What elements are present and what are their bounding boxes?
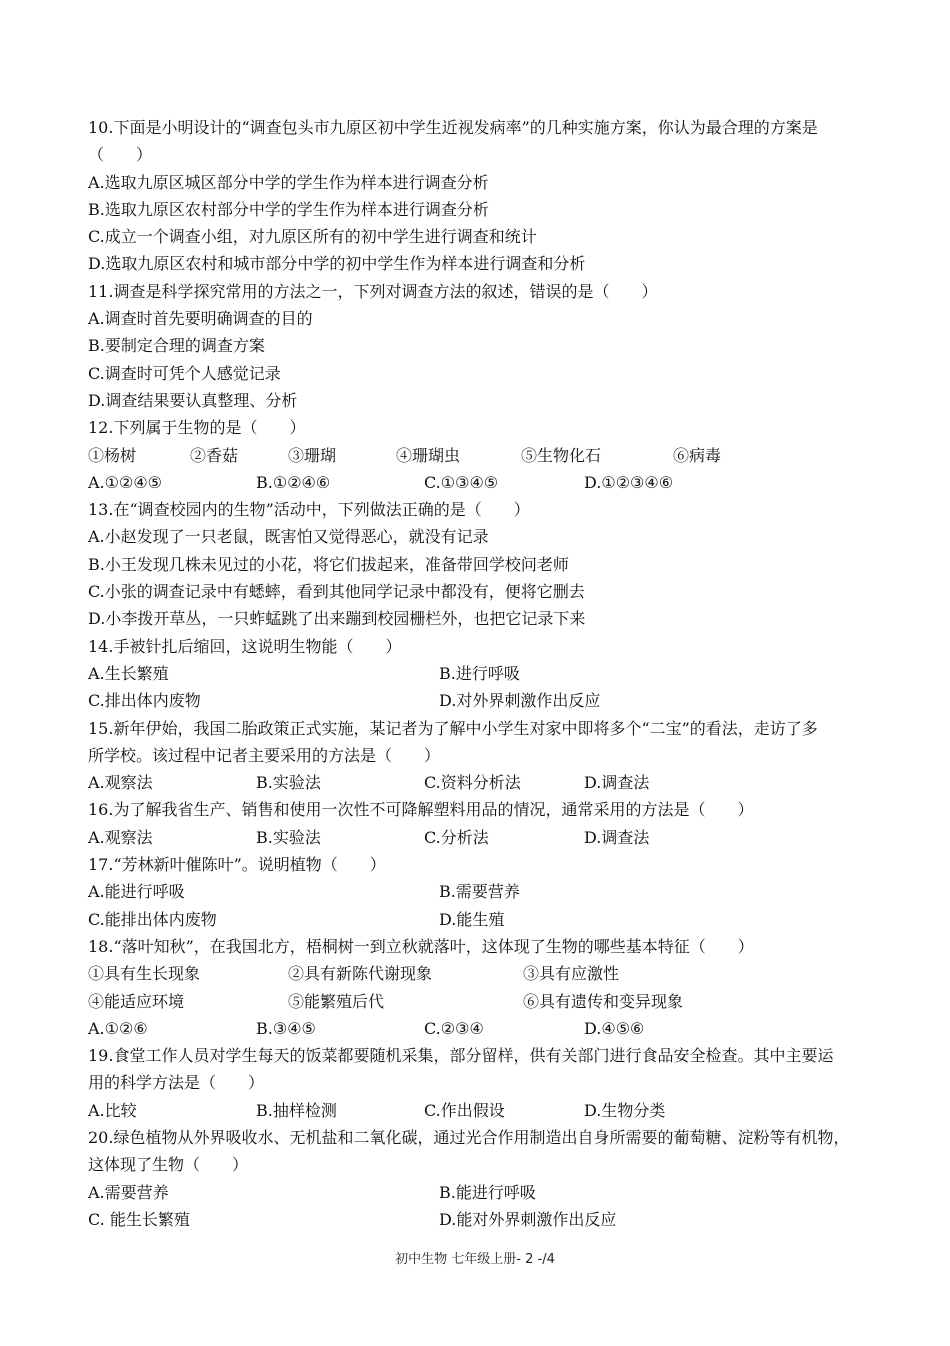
question-12-item: ②香菇 (190, 445, 239, 465)
question-14-option-d: D.对外界刺激作出反应 (439, 691, 601, 711)
question-13-option-b: B.小王发现几株未见过的小花，将它们拔起来，准备带回学校问老师 (88, 554, 569, 574)
question-11-option-a: A.调查时首先要明确调查的目的 (88, 309, 313, 329)
question-12-item: ①杨树 (88, 445, 137, 465)
question-19-option-c: C.作出假设 (424, 1100, 505, 1120)
question-list (88, 114, 868, 1233)
question-18-item: ⑥具有遗传和变异现象 (523, 991, 684, 1011)
question-17-option-c: C.能排出体内废物 (88, 909, 217, 929)
question-13-option-a: A.小赵发现了一只老鼠，既害怕又觉得恶心，就没有记录 (88, 527, 489, 547)
question-20-options-row1 (88, 1179, 868, 1206)
question-16-stem: 16.为了解我省生产、销售和使用一次性不可降解塑料用品的情况，通常采用的方法是（ ） (88, 800, 754, 820)
question-19-option-a: A.比较 (88, 1100, 137, 1120)
question-18-item: ③具有应激性 (523, 964, 620, 984)
question-11-option-d: D.调查结果要认真整理、分析 (88, 390, 298, 410)
question-10-option-c: C.成立一个调查小组，对九原区所有的初中学生进行调查和统计 (88, 227, 537, 247)
page-footer: 初中生物 七年级上册- 2 -/4 (395, 1252, 555, 1267)
question-12-stem: 12.下列属于生物的是（ ） (88, 418, 306, 438)
question-14-options-row1 (88, 660, 868, 687)
question-12-option-c: C.①③④⑤ (424, 472, 499, 492)
question-10-stem-cont: （ ） (88, 145, 153, 165)
question-13-option-d: D.小李拨开草丛，一只蚱蜢跳了出来蹦到校园栅栏外，也把它记录下来 (88, 609, 586, 629)
question-18-option-a: A.①②⑥ (88, 1018, 148, 1038)
question-18-item: ①具有生长现象 (88, 964, 201, 984)
question-12-option-b: B.①②④⑥ (256, 472, 331, 492)
question-12-option-d: D.①②③④⑥ (584, 472, 674, 492)
question-14-option-a: A.生长繁殖 (88, 663, 169, 683)
question-12-item: ⑤生物化石 (521, 445, 602, 465)
question-10-option-a: A.选取九原区城区部分中学的学生作为样本进行调查分析 (88, 172, 489, 192)
question-10-option-d: D.选取九原区农村和城市部分中学的初中学生作为样本进行调查和分析 (88, 254, 586, 274)
question-16-options (88, 824, 868, 851)
question-18-items-row1 (88, 960, 868, 987)
question-11-option-c: C.调查时可凭个人感觉记录 (88, 363, 281, 383)
question-17-options-row1 (88, 878, 868, 905)
question-19-options (88, 1097, 868, 1124)
question-16-option-a: A.观察法 (88, 827, 153, 847)
question-18-options (88, 1015, 868, 1042)
question-18-item: ④能适应环境 (88, 991, 185, 1011)
question-18-items-row2 (88, 988, 868, 1015)
question-13-option-c: C.小张的调查记录中有蟋蟀，看到其他同学记录中都没有，便将它删去 (88, 582, 585, 602)
question-12-item: ④珊瑚虫 (396, 445, 461, 465)
question-11-stem: 11.调查是科学探究常用的方法之一，下列对调查方法的叙述，错误的是（ ） (88, 281, 658, 301)
question-15-option-a: A.观察法 (88, 773, 153, 793)
question-18-stem: 18.“落叶知秋”，在我国北方，梧桐树一到立秋就落叶，这体现了生物的哪些基本特征（ ） (88, 936, 754, 956)
question-16-option-b: B.实验法 (256, 827, 321, 847)
question-17-option-d: D.能生殖 (439, 909, 505, 929)
question-17-stem: 17.“芳林新叶催陈叶”。说明植物（ ） (88, 855, 386, 875)
question-20-option-b: B.能进行呼吸 (439, 1182, 536, 1202)
question-15-stem-cont: 所学校。该过程中记者主要采用的方法是（ ） (88, 745, 441, 765)
question-16-option-c: C.分析法 (424, 827, 489, 847)
question-18-option-c: C.②③④ (424, 1018, 484, 1038)
question-14-options-row2 (88, 687, 868, 714)
question-20-option-d: D.能对外界刺激作出反应 (439, 1209, 617, 1229)
question-14-stem: 14.手被针扎后缩回，这说明生物能（ ） (88, 636, 402, 656)
question-15-stem: 15.新年伊始，我国二胎政策正式实施，某记者为了解中小学生对家中即将多个“二宝”的看法，走访了多 (88, 718, 818, 738)
question-13-stem: 13.在“调查校园内的生物”活动中，下列做法正确的是（ ） (88, 500, 530, 520)
question-12-item: ⑥病毒 (673, 445, 722, 465)
question-20-stem-cont: 这体现了生物（ ） (88, 1155, 249, 1175)
question-19-option-b: B.抽样检测 (256, 1100, 337, 1120)
question-19-stem: 19.食堂工作人员对学生每天的饭菜都要随机采集，部分留样，供有关部门进行食品安全检查。其中主要运 (88, 1046, 834, 1066)
question-14-option-c: C.排出体内废物 (88, 691, 201, 711)
question-15-option-c: C.资料分析法 (424, 773, 521, 793)
question-18-option-d: D.④⑤⑥ (584, 1018, 645, 1038)
question-18-item: ②具有新陈代谢现象 (288, 964, 433, 984)
question-17-options-row2 (88, 906, 868, 933)
question-12-option-a: A.①②④⑤ (88, 472, 163, 492)
question-19-option-d: D.生物分类 (584, 1100, 666, 1120)
question-12-item: ③珊瑚 (288, 445, 337, 465)
question-20-option-c: C. 能生长繁殖 (88, 1209, 190, 1229)
question-11-option-b: B.要制定合理的调查方案 (88, 336, 265, 356)
question-18-option-b: B.③④⑤ (256, 1018, 316, 1038)
question-10-option-b: B.选取九原区农村部分中学的学生作为样本进行调查分析 (88, 199, 489, 219)
question-17-option-a: A.能进行呼吸 (88, 882, 185, 902)
question-12-items (88, 442, 868, 469)
question-20-option-a: A.需要营养 (88, 1182, 169, 1202)
question-16-option-d: D.调查法 (584, 827, 650, 847)
question-20-options-row2 (88, 1206, 868, 1233)
question-18-item: ⑤能繁殖后代 (288, 991, 385, 1011)
question-10-stem: 10.下面是小明设计的“调查包头市九原区初中学生近视发病率”的几种实施方案，你认为最合理的方案是 (88, 118, 818, 137)
question-17-option-b: B.需要营养 (439, 882, 520, 902)
question-15-option-d: D.调查法 (584, 773, 650, 793)
question-15-options (88, 769, 868, 796)
question-12-options (88, 469, 868, 496)
question-15-option-b: B.实验法 (256, 773, 321, 793)
question-19-stem-cont: 用的科学方法是（ ） (88, 1073, 265, 1093)
question-20-stem: 20.绿色植物从外界吸收水、无机盐和二氧化碳，通过光合作用制造出自身所需要的葡萄糖、淀粉等有机物， (88, 1127, 850, 1147)
question-14-option-b: B.进行呼吸 (439, 663, 520, 683)
